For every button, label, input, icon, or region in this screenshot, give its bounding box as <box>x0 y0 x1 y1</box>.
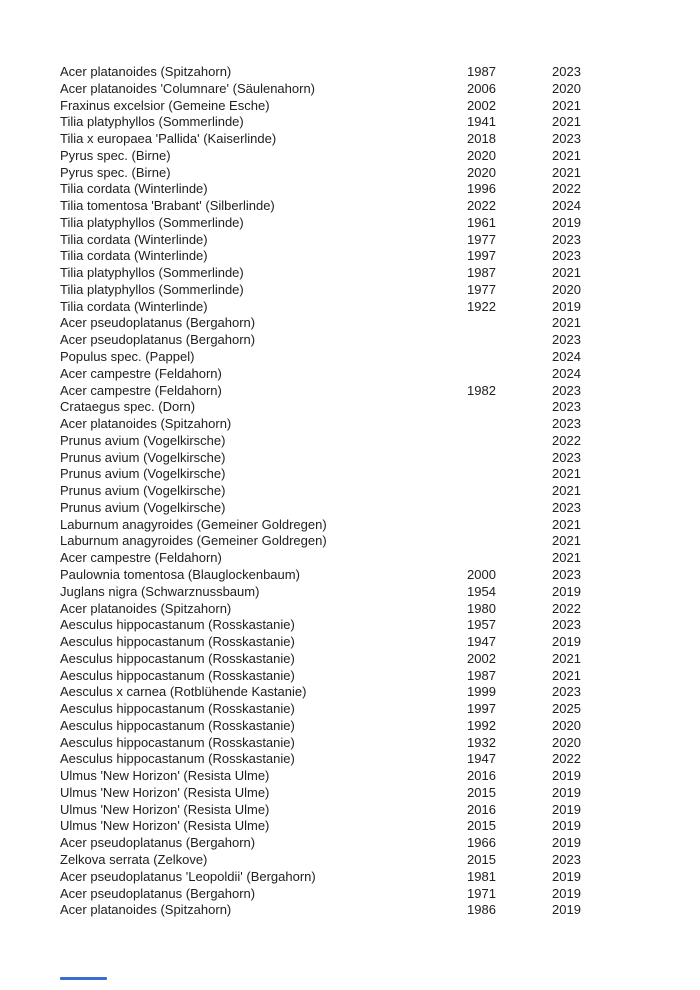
year-recorded-cell: 2023 <box>552 399 581 415</box>
table-row <box>60 567 672 584</box>
table-row <box>60 869 672 886</box>
species-cell: Aesculus hippocastanum (Rosskastanie) <box>60 667 295 683</box>
year-recorded-cell: 2023 <box>552 64 581 79</box>
species-cell: Acer pseudoplatanus (Bergahorn) <box>60 315 256 331</box>
year-planted-cell <box>467 332 552 349</box>
species-cell: Tilia cordata (Winterlinde) <box>60 248 208 264</box>
species-cell: Ulmus 'New Horizon' (Resista Ulme) <box>60 784 270 800</box>
year-planted-cell <box>467 399 552 416</box>
year-recorded-cell: 2021 <box>552 516 581 532</box>
year-planted-cell <box>467 315 552 332</box>
year-planted-cell: 1954 <box>467 583 496 599</box>
species-cell: Acer platanoides 'Columnare' (Säulenahorn) <box>60 80 315 96</box>
year-planted-cell: 2020 <box>467 164 496 180</box>
species-cell: Acer platanoides (Spitzahorn) <box>60 64 232 79</box>
year-planted-cell: 2015 <box>467 818 496 834</box>
table-row <box>60 768 672 785</box>
year-planted-cell: 1986 <box>467 902 496 918</box>
species-cell: Acer campestre (Feldahorn) <box>60 550 222 566</box>
year-planted-cell <box>467 416 552 433</box>
table-row <box>60 500 672 517</box>
year-recorded-cell: 2019 <box>552 868 581 884</box>
year-planted-cell: 2018 <box>467 131 496 147</box>
year-planted-cell: 2002 <box>467 650 496 666</box>
year-recorded-cell: 2023 <box>552 851 581 867</box>
species-cell: Prunus avium (Vogelkirsche) <box>60 483 226 499</box>
year-recorded-cell: 2023 <box>552 416 581 432</box>
year-recorded-cell: 2021 <box>552 533 581 549</box>
year-recorded-cell: 2019 <box>552 768 581 784</box>
species-cell: Aesculus hippocastanum (Rosskastanie) <box>60 717 295 733</box>
year-recorded-cell: 2023 <box>552 449 581 465</box>
year-recorded-cell: 2023 <box>552 382 581 398</box>
year-recorded-cell: 2025 <box>552 701 581 717</box>
species-cell: Prunus avium (Vogelkirsche) <box>60 499 226 515</box>
table-row <box>60 550 672 567</box>
table-row <box>60 215 672 232</box>
species-cell: Paulownia tomentosa (Blauglockenbaum) <box>60 566 300 582</box>
year-planted-cell: 1966 <box>467 835 496 851</box>
year-recorded-cell: 2019 <box>552 298 581 314</box>
table-row <box>60 668 672 685</box>
species-cell: Acer platanoides (Spitzahorn) <box>60 902 232 918</box>
species-cell: Tilia cordata (Winterlinde) <box>60 298 208 314</box>
year-planted-cell <box>467 349 552 366</box>
table-row <box>60 533 672 550</box>
table-row <box>60 366 672 383</box>
year-recorded-cell: 2019 <box>552 818 581 834</box>
species-cell: Pyrus spec. (Birne) <box>60 147 171 163</box>
year-recorded-cell: 2023 <box>552 566 581 582</box>
table-row <box>60 466 672 483</box>
table-row <box>60 902 672 919</box>
species-cell: Tilia platyphyllos (Sommerlinde) <box>60 265 244 281</box>
year-recorded-cell: 2021 <box>552 650 581 666</box>
species-cell: Aesculus hippocastanum (Rosskastanie) <box>60 701 295 717</box>
table-row <box>60 634 672 651</box>
species-cell: Aesculus hippocastanum (Rosskastanie) <box>60 734 295 750</box>
year-recorded-cell: 2021 <box>552 550 581 566</box>
species-cell: Juglans nigra (Schwarznussbaum) <box>60 583 260 599</box>
year-recorded-cell: 2022 <box>552 432 581 448</box>
table-row <box>60 818 672 835</box>
year-recorded-cell: 2023 <box>552 131 581 147</box>
table-row <box>60 165 672 182</box>
year-recorded-cell: 2019 <box>552 835 581 851</box>
year-recorded-cell: 2019 <box>552 583 581 599</box>
table-row <box>60 450 672 467</box>
year-planted-cell: 1922 <box>467 298 496 314</box>
species-cell: Prunus avium (Vogelkirsche) <box>60 449 226 465</box>
year-planted-cell <box>467 466 552 483</box>
table-row <box>60 332 672 349</box>
species-cell: Prunus avium (Vogelkirsche) <box>60 432 226 448</box>
year-planted-cell: 1997 <box>467 248 496 264</box>
year-planted-cell: 1977 <box>467 281 496 297</box>
species-cell: Ulmus 'New Horizon' (Resista Ulme) <box>60 818 270 834</box>
species-cell: Acer platanoides (Spitzahorn) <box>60 416 232 432</box>
year-planted-cell: 2006 <box>467 80 496 96</box>
species-cell: Acer campestre (Feldahorn) <box>60 382 222 398</box>
table-row <box>60 98 672 115</box>
year-planted-cell <box>467 483 552 500</box>
year-planted-cell: 1982 <box>467 382 496 398</box>
year-recorded-cell: 2021 <box>552 667 581 683</box>
table-row <box>60 265 672 282</box>
year-recorded-cell: 2021 <box>552 466 581 482</box>
species-cell: Ulmus 'New Horizon' (Resista Ulme) <box>60 768 270 784</box>
year-planted-cell <box>467 366 552 383</box>
year-recorded-cell: 2019 <box>552 784 581 800</box>
year-recorded-cell: 2019 <box>552 214 581 230</box>
year-recorded-cell: 2021 <box>552 483 581 499</box>
year-planted-cell: 1992 <box>467 717 496 733</box>
year-planted-cell: 2002 <box>467 97 496 113</box>
year-recorded-cell: 2023 <box>552 248 581 264</box>
year-planted-cell: 1977 <box>467 231 496 247</box>
table-row <box>60 785 672 802</box>
species-cell: Acer platanoides (Spitzahorn) <box>60 600 232 616</box>
table-row <box>60 64 672 81</box>
table-row <box>60 701 672 718</box>
year-planted-cell: 1997 <box>467 701 496 717</box>
species-cell: Tilia platyphyllos (Sommerlinde) <box>60 114 244 130</box>
year-planted-cell <box>467 550 552 567</box>
year-planted-cell: 2022 <box>467 198 496 214</box>
table-row <box>60 282 672 299</box>
year-planted-cell: 2020 <box>467 147 496 163</box>
species-cell: Tilia cordata (Winterlinde) <box>60 231 208 247</box>
year-recorded-cell: 2024 <box>552 349 581 365</box>
year-recorded-cell: 2023 <box>552 684 581 700</box>
table-row <box>60 131 672 148</box>
species-cell: Populus spec. (Pappel) <box>60 349 195 365</box>
year-recorded-cell: 2023 <box>552 617 581 633</box>
year-planted-cell: 2015 <box>467 851 496 867</box>
year-planted-cell: 1941 <box>467 114 496 130</box>
species-cell: Pyrus spec. (Birne) <box>60 164 171 180</box>
year-recorded-cell: 2021 <box>552 265 581 281</box>
species-cell: Aesculus hippocastanum (Rosskastanie) <box>60 751 295 767</box>
table-row <box>60 399 672 416</box>
table-row <box>60 232 672 249</box>
species-cell: Laburnum anagyroides (Gemeiner Goldregen) <box>60 533 327 549</box>
year-recorded-cell: 2022 <box>552 600 581 616</box>
year-planted-cell: 2016 <box>467 801 496 817</box>
table-row <box>60 718 672 735</box>
year-recorded-cell: 2022 <box>552 181 581 197</box>
year-recorded-cell: 2021 <box>552 164 581 180</box>
species-cell: Crataegus spec. (Dorn) <box>60 399 196 415</box>
year-planted-cell: 1987 <box>467 64 496 79</box>
year-recorded-cell: 2023 <box>552 332 581 348</box>
year-recorded-cell: 2020 <box>552 80 581 96</box>
year-recorded-cell: 2019 <box>552 634 581 650</box>
table-row <box>60 315 672 332</box>
table-row <box>60 684 672 701</box>
table-row <box>60 181 672 198</box>
year-recorded-cell: 2019 <box>552 885 581 901</box>
year-planted-cell: 1980 <box>467 600 496 616</box>
species-cell: Acer campestre (Feldahorn) <box>60 365 222 381</box>
year-recorded-cell: 2019 <box>552 902 581 918</box>
tree-species-table <box>60 64 672 919</box>
year-planted-cell: 1947 <box>467 634 496 650</box>
year-recorded-cell: 2023 <box>552 499 581 515</box>
year-planted-cell <box>467 500 552 517</box>
year-recorded-cell: 2021 <box>552 114 581 130</box>
year-planted-cell <box>467 517 552 534</box>
year-planted-cell: 2000 <box>467 566 496 582</box>
year-recorded-cell: 2019 <box>552 801 581 817</box>
species-cell: Fraxinus excelsior (Gemeine Esche) <box>60 97 270 113</box>
species-cell: Acer pseudoplatanus (Bergahorn) <box>60 332 256 348</box>
year-recorded-cell: 2024 <box>552 198 581 214</box>
table-row <box>60 601 672 618</box>
table-row <box>60 433 672 450</box>
year-recorded-cell: 2022 <box>552 751 581 767</box>
year-recorded-cell: 2021 <box>552 315 581 331</box>
species-cell: Aesculus x carnea (Rotblühende Kastanie) <box>60 684 307 700</box>
species-cell: Tilia x europaea 'Pallida' (Kaiserlinde) <box>60 131 277 147</box>
year-planted-cell <box>467 433 552 450</box>
year-planted-cell: 1961 <box>467 214 496 230</box>
year-recorded-cell: 2020 <box>552 734 581 750</box>
year-planted-cell: 1996 <box>467 181 496 197</box>
table-row <box>60 584 672 601</box>
table-row <box>60 852 672 869</box>
year-planted-cell: 1971 <box>467 885 496 901</box>
species-cell: Aesculus hippocastanum (Rosskastanie) <box>60 634 295 650</box>
year-planted-cell: 2016 <box>467 768 496 784</box>
year-planted-cell: 1981 <box>467 868 496 884</box>
year-planted-cell: 1999 <box>467 684 496 700</box>
table-row <box>60 651 672 668</box>
table-row <box>60 886 672 903</box>
year-planted-cell <box>467 533 552 550</box>
table-row <box>60 735 672 752</box>
species-cell: Zelkova serrata (Zelkove) <box>60 851 208 867</box>
table-row <box>60 114 672 131</box>
year-planted-cell: 1987 <box>467 265 496 281</box>
species-cell: Tilia tomentosa 'Brabant' (Silberlinde) <box>60 198 275 214</box>
year-recorded-cell: 2021 <box>552 147 581 163</box>
species-cell: Laburnum anagyroides (Gemeiner Goldregen) <box>60 516 327 532</box>
table-row <box>60 198 672 215</box>
table-row <box>60 751 672 768</box>
year-recorded-cell: 2024 <box>552 365 581 381</box>
year-planted-cell: 2015 <box>467 784 496 800</box>
table-row <box>60 483 672 500</box>
species-cell: Prunus avium (Vogelkirsche) <box>60 466 226 482</box>
species-cell: Aesculus hippocastanum (Rosskastanie) <box>60 650 295 666</box>
year-planted-cell: 1947 <box>467 751 496 767</box>
species-cell: Tilia platyphyllos (Sommerlinde) <box>60 281 244 297</box>
table-row <box>60 248 672 265</box>
table-row <box>60 835 672 852</box>
species-cell: Acer pseudoplatanus (Bergahorn) <box>60 835 256 851</box>
table-row <box>60 349 672 366</box>
footer-link-bar[interactable] <box>60 977 107 980</box>
species-cell: Acer pseudoplatanus (Bergahorn) <box>60 885 256 901</box>
year-planted-cell <box>467 450 552 467</box>
table-row <box>60 81 672 98</box>
year-recorded-cell: 2020 <box>552 717 581 733</box>
year-recorded-cell: 2020 <box>552 281 581 297</box>
table-row <box>60 517 672 534</box>
table-row <box>60 299 672 316</box>
table-row <box>60 617 672 634</box>
table-row <box>60 416 672 433</box>
year-recorded-cell: 2023 <box>552 231 581 247</box>
year-planted-cell: 1957 <box>467 617 496 633</box>
table-row <box>60 148 672 165</box>
table-row <box>60 383 672 400</box>
species-cell: Tilia platyphyllos (Sommerlinde) <box>60 214 244 230</box>
year-recorded-cell: 2021 <box>552 97 581 113</box>
year-planted-cell: 1987 <box>467 667 496 683</box>
species-cell: Ulmus 'New Horizon' (Resista Ulme) <box>60 801 270 817</box>
table-row <box>60 802 672 819</box>
species-cell: Aesculus hippocastanum (Rosskastanie) <box>60 617 295 633</box>
species-cell: Tilia cordata (Winterlinde) <box>60 181 208 197</box>
year-planted-cell: 1932 <box>467 734 496 750</box>
species-cell: Acer pseudoplatanus 'Leopoldii' (Bergahorn) <box>60 868 316 884</box>
